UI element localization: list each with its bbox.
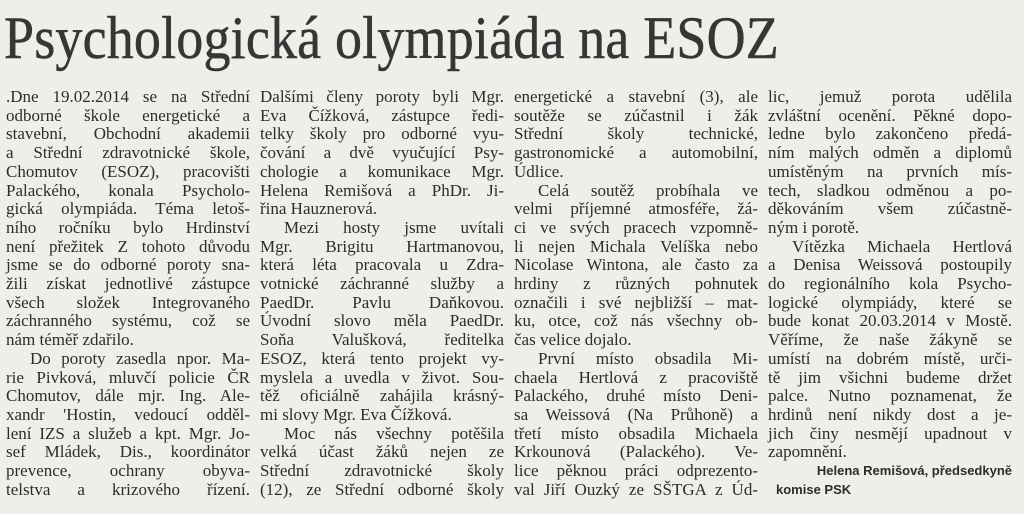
article-title: Psychologická olympiáda na ESOZ [4, 5, 779, 71]
text-line: Krkounová (Palackého). Ve- [514, 442, 758, 462]
text-line: Chomutov, dále mjr. Ing. Ale- [6, 386, 250, 406]
text-line: prevence, ochrany obyva- [6, 461, 250, 481]
text-line: palce. Nutno poznamenat, že [768, 386, 1012, 406]
text-line: Dalšími členy poroty byli Mgr. [260, 87, 504, 106]
text-line: hrdinů není nikdy dost a je- [768, 404, 1012, 424]
text-line: myslela a uvedla v život. Sou- [260, 367, 504, 387]
paragraph [768, 88, 1012, 238]
text-line: mi slovy Mgr. Eva Čížková. [260, 404, 452, 424]
paragraph [514, 88, 758, 182]
paragraph [514, 350, 758, 500]
text-line: ci ve svých pracech vzpomně- [514, 217, 758, 237]
text-line: umístí na dobrém místě, urči- [768, 348, 1012, 368]
byline-author: Helena Remišová, předsedkyně [816, 463, 1012, 479]
text-line: těž oficiálně zahájila krásný- [260, 386, 504, 406]
text-line: do regionálního kola Psycho- [768, 274, 1012, 294]
article-column [6, 88, 250, 499]
paragraph [260, 425, 504, 500]
text-line: jich činy nesmějí upadnout v [768, 423, 1012, 443]
text-line: Celá soutěž probíhala ve [538, 180, 758, 200]
text-line: chaela Hertlová z pracoviště [514, 367, 758, 387]
text-line: val Jiří Ouzký ze SŠTGA z Úd- [514, 479, 758, 499]
byline-organization: komise PSK [776, 481, 852, 497]
text-line: .Dne 19.02.2014 se na Střední [6, 87, 250, 106]
text-line: rie Pivková, mluvčí policie ČR [6, 367, 250, 387]
text-line: Soňa Valušková, ředitelka [260, 330, 504, 350]
text-line: a Denisa Weissová postoupily [768, 255, 1012, 275]
paragraph [6, 350, 250, 500]
text-line: hrdiny z různých pohnutek [514, 274, 758, 294]
paragraph [260, 88, 504, 219]
text-line: umístěným na prvních mís- [768, 161, 1012, 181]
article-body [6, 88, 1012, 499]
text-line: telstva a krizového řízení. [6, 479, 250, 499]
text-line: votnické záchranné služby a [260, 274, 504, 294]
text-line: xandr 'Hostin, vedoucí odděl- [6, 404, 250, 424]
text-line: tě jim všichni budeme držet [768, 367, 1012, 387]
text-line: Údlice. [514, 161, 564, 181]
text-line: velká účast žáků nejen ze [260, 442, 504, 462]
text-line: li nejen Michala Velíška nebo [514, 236, 758, 256]
text-line: sa Weissová (Na Průhoně) a [514, 404, 758, 424]
text-line: gická olympiáda. Téma letoš- [6, 199, 250, 219]
text-line: Věříme, že naše žákyně se [768, 330, 1012, 350]
text-line: Střední školy technické, [514, 124, 758, 144]
paragraph [768, 238, 1012, 462]
text-line: není přežitek Z tohoto důvodu [6, 236, 250, 256]
text-line: zvláštní ocenění. Pěkné dopo- [768, 105, 1012, 125]
text-line: Vítězka Michaela Hertlová [792, 236, 1012, 256]
article-column [768, 88, 1012, 499]
text-line: ESOZ, která tento projekt vy- [260, 348, 504, 368]
text-line: a Střední zdravotnické škole, [6, 143, 250, 163]
text-line: Mgr. Brigitu Hartmanovou, [260, 236, 504, 256]
text-line: lení IZS a služeb a kpt. Mgr. Jo- [6, 423, 250, 443]
text-line: tech, sladkou odměnou a po- [768, 180, 1012, 200]
text-line: logické olympiády, které se [768, 292, 1012, 312]
text-line: gastronomické a automobilní, [514, 143, 758, 163]
text-line: zapomnění. [768, 442, 847, 462]
article-column [260, 88, 504, 499]
text-line: velmi příjemné atmosféře, žá- [514, 199, 758, 219]
text-line: všech složek Integrovaného [6, 292, 250, 312]
byline [768, 462, 1012, 499]
text-line: ledne bylo zakončeno předá- [768, 124, 1012, 144]
text-line: Nicolase Wintona, ale často za [514, 255, 758, 275]
text-line: (12), ze Střední odborné školy [260, 479, 504, 499]
text-line: třetí místo obsadila Michaela [514, 423, 758, 443]
text-line: PaedDr. Pavlu Daňkovou. [260, 292, 504, 312]
text-line: Eva Čížková, zástupce ředi- [260, 105, 504, 125]
text-line: odborné škole energetické a [6, 105, 250, 125]
text-line: děkováním všem zúčastně- [768, 199, 1012, 219]
text-line: Palackého, konala Psycholo- [6, 180, 250, 200]
paragraph [514, 182, 758, 350]
text-line: chologie a komunikace Mgr. [260, 161, 504, 181]
text-line: stavební, Obchodní akademii [6, 124, 250, 144]
text-line: telky školy pro odborné vyu- [260, 124, 504, 144]
text-line: záchranného systému, což se [6, 311, 250, 331]
text-line: ným i porotě. [768, 217, 860, 237]
text-line: soutěže se zúčastnil i žák [514, 105, 758, 125]
text-line: První místo obsadila Mi- [538, 348, 758, 368]
text-line: lic, jemuž porota udělila [768, 87, 1012, 106]
text-line: čas velice dojalo. [514, 330, 632, 350]
text-line: řina Hauznerová. [260, 199, 378, 219]
text-line: sef Mládek, Dis., koordinátor [6, 442, 250, 462]
paragraph [6, 88, 250, 350]
text-line: Střední zdravotnické školy [260, 461, 504, 481]
text-line: Palackého, druhé místo Deni- [514, 386, 758, 406]
text-line: ního ročníku bylo Hrdinství [6, 217, 250, 237]
text-line: bude konat 20.03.2014 v Mostě. [768, 311, 1012, 331]
text-line: Moc nás všechny potěšila [284, 423, 504, 443]
text-line: čování a dvě vyučující Psy- [260, 143, 504, 163]
text-line: energetické a stavební (3), ale [514, 87, 758, 106]
text-line: nám téměř zdařilo. [6, 330, 134, 350]
text-line: Helena Remišová a PhDr. Ji- [260, 180, 504, 200]
text-line: označili i své nejbližší – mat- [514, 292, 758, 312]
text-line: Úvodní slovo měla PaedDr. [260, 311, 504, 331]
text-line: která léta pracovala u Zdra- [260, 255, 504, 275]
text-line: jsme se do odborné poroty sna- [6, 255, 250, 275]
text-line: Do poroty zasedla npor. Ma- [30, 348, 250, 368]
text-line: lice pěknou práci odprezento- [514, 461, 758, 481]
text-line: Chomutov (ESOZ), pracovišti [6, 161, 250, 181]
text-line: Mezi hosty jsme uvítali [284, 217, 504, 237]
text-line: ním malých odměn a diplomů [768, 143, 1012, 163]
text-line: ku, otce, což nás všechny ob- [514, 311, 758, 331]
paragraph [260, 219, 504, 425]
text-line: žili získat jednotlivé zástupce [6, 274, 250, 294]
article-column [514, 88, 758, 499]
